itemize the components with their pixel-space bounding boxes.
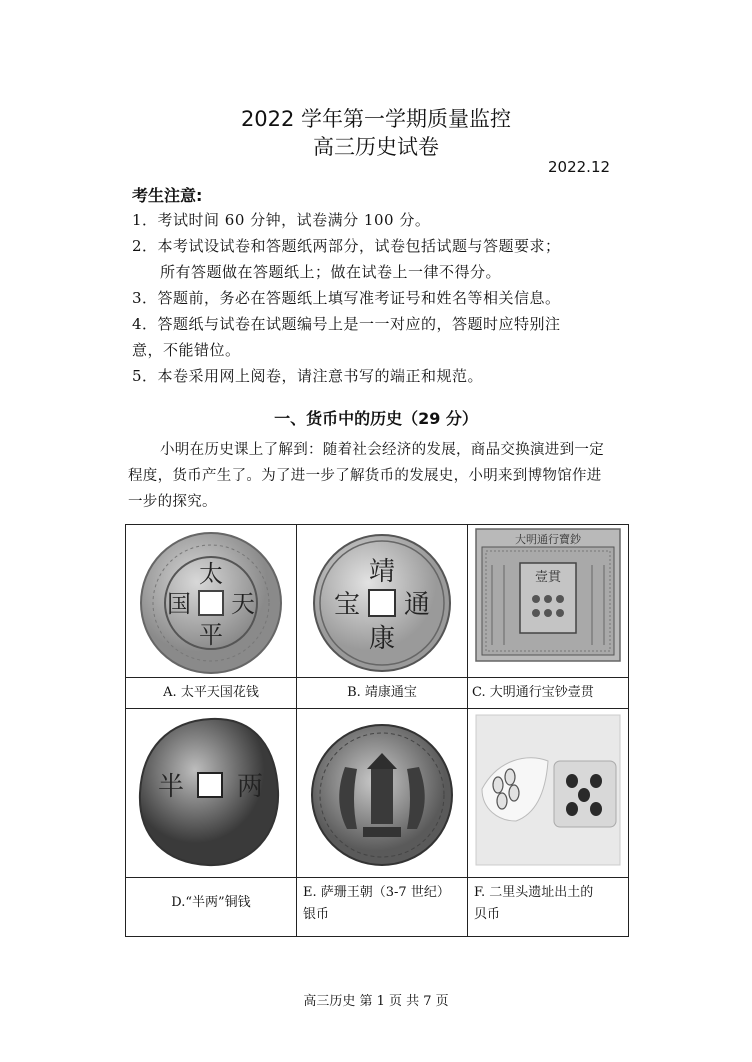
coin-caption-e-line2: 银币 bbox=[303, 907, 330, 922]
coin-b-char-bottom: 康 bbox=[368, 624, 396, 654]
banknote-banner: 大明通行寶鈔 bbox=[515, 533, 581, 546]
coin-a-char-bottom: 平 bbox=[199, 621, 223, 649]
coin-b-char-left: 宝 bbox=[333, 590, 361, 620]
coin-d-char-right: 两 bbox=[236, 772, 264, 802]
shell-money-image-f bbox=[468, 709, 629, 878]
coin-caption-c: C. 大明通行宝钞壹贯 bbox=[468, 678, 629, 709]
coin-b-char-top: 靖 bbox=[368, 557, 396, 587]
coin-b-char-right: 通 bbox=[403, 590, 431, 620]
coin-caption-f-line2: 贝币 bbox=[474, 907, 501, 922]
coin-caption-f-line1: F. 二里头遗址出土的 bbox=[474, 885, 594, 900]
notice-item: 所有答题做在答题纸上；做在试卷上一律不得分。 bbox=[160, 263, 502, 281]
coin-a-char-right: 天 bbox=[231, 590, 255, 618]
notice-item: 4．答题纸与试卷在试题编号上是一一对应的，答题时应特别注 bbox=[132, 315, 561, 333]
notice-item: 3．答题前，务必在答题纸上填写准考证号和姓名等相关信息。 bbox=[132, 289, 561, 307]
coin-caption-e-line1: E. 萨珊王朝（3-7 世纪） bbox=[303, 885, 450, 900]
coin-table bbox=[125, 524, 629, 937]
coin-caption-b: B. 靖康通宝 bbox=[297, 678, 468, 709]
notice-item: 5．本卷采用网上阅卷，请注意书写的端正和规范。 bbox=[132, 367, 484, 385]
page-footer: 高三历史 第 1 页 共 7 页 bbox=[303, 994, 449, 1009]
coin-image-e bbox=[297, 709, 468, 878]
coin-image-d bbox=[126, 709, 297, 878]
banknote-value: 壹貫 bbox=[534, 570, 562, 585]
notice-item: 1．考试时间 60 分钟，试卷满分 100 分。 bbox=[132, 211, 431, 229]
notice-item: 意，不能错位。 bbox=[132, 341, 241, 359]
exam-subtitle: 高三历史试卷 bbox=[313, 135, 439, 159]
coin-a-char-left: 国 bbox=[167, 590, 191, 618]
section-title: 一、货币中的历史（29 分） bbox=[274, 409, 478, 428]
notice-item: 2．本考试设试卷和答题纸两部分，试卷包括试题与答题要求； bbox=[132, 237, 561, 255]
banknote-image-c bbox=[468, 525, 629, 678]
coin-caption-a: A. 太平天国花钱 bbox=[126, 678, 297, 709]
coin-a-char-top: 太 bbox=[199, 560, 223, 588]
coin-d-char-left: 半 bbox=[157, 772, 185, 802]
coin-caption-e bbox=[297, 878, 468, 937]
coin-caption-f bbox=[468, 878, 629, 937]
exam-date: 2022.12 bbox=[548, 158, 611, 176]
intro-line: 小明在历史课上了解到：随着社会经济的发展，商品交换演进到一定 bbox=[160, 442, 604, 458]
coin-image-a bbox=[126, 525, 297, 678]
intro-line: 程度，货币产生了。为了进一步了解货币的发展史，小明来到博物馆作进 bbox=[128, 468, 602, 484]
exam-title: 2022 学年第一学期质量监控 bbox=[240, 107, 512, 131]
notice-heading: 考生注意: bbox=[132, 186, 203, 205]
coin-image-b bbox=[297, 525, 468, 678]
intro-line: 一步的探究。 bbox=[128, 494, 217, 510]
coin-caption-d: D.“半两”铜钱 bbox=[126, 878, 297, 937]
